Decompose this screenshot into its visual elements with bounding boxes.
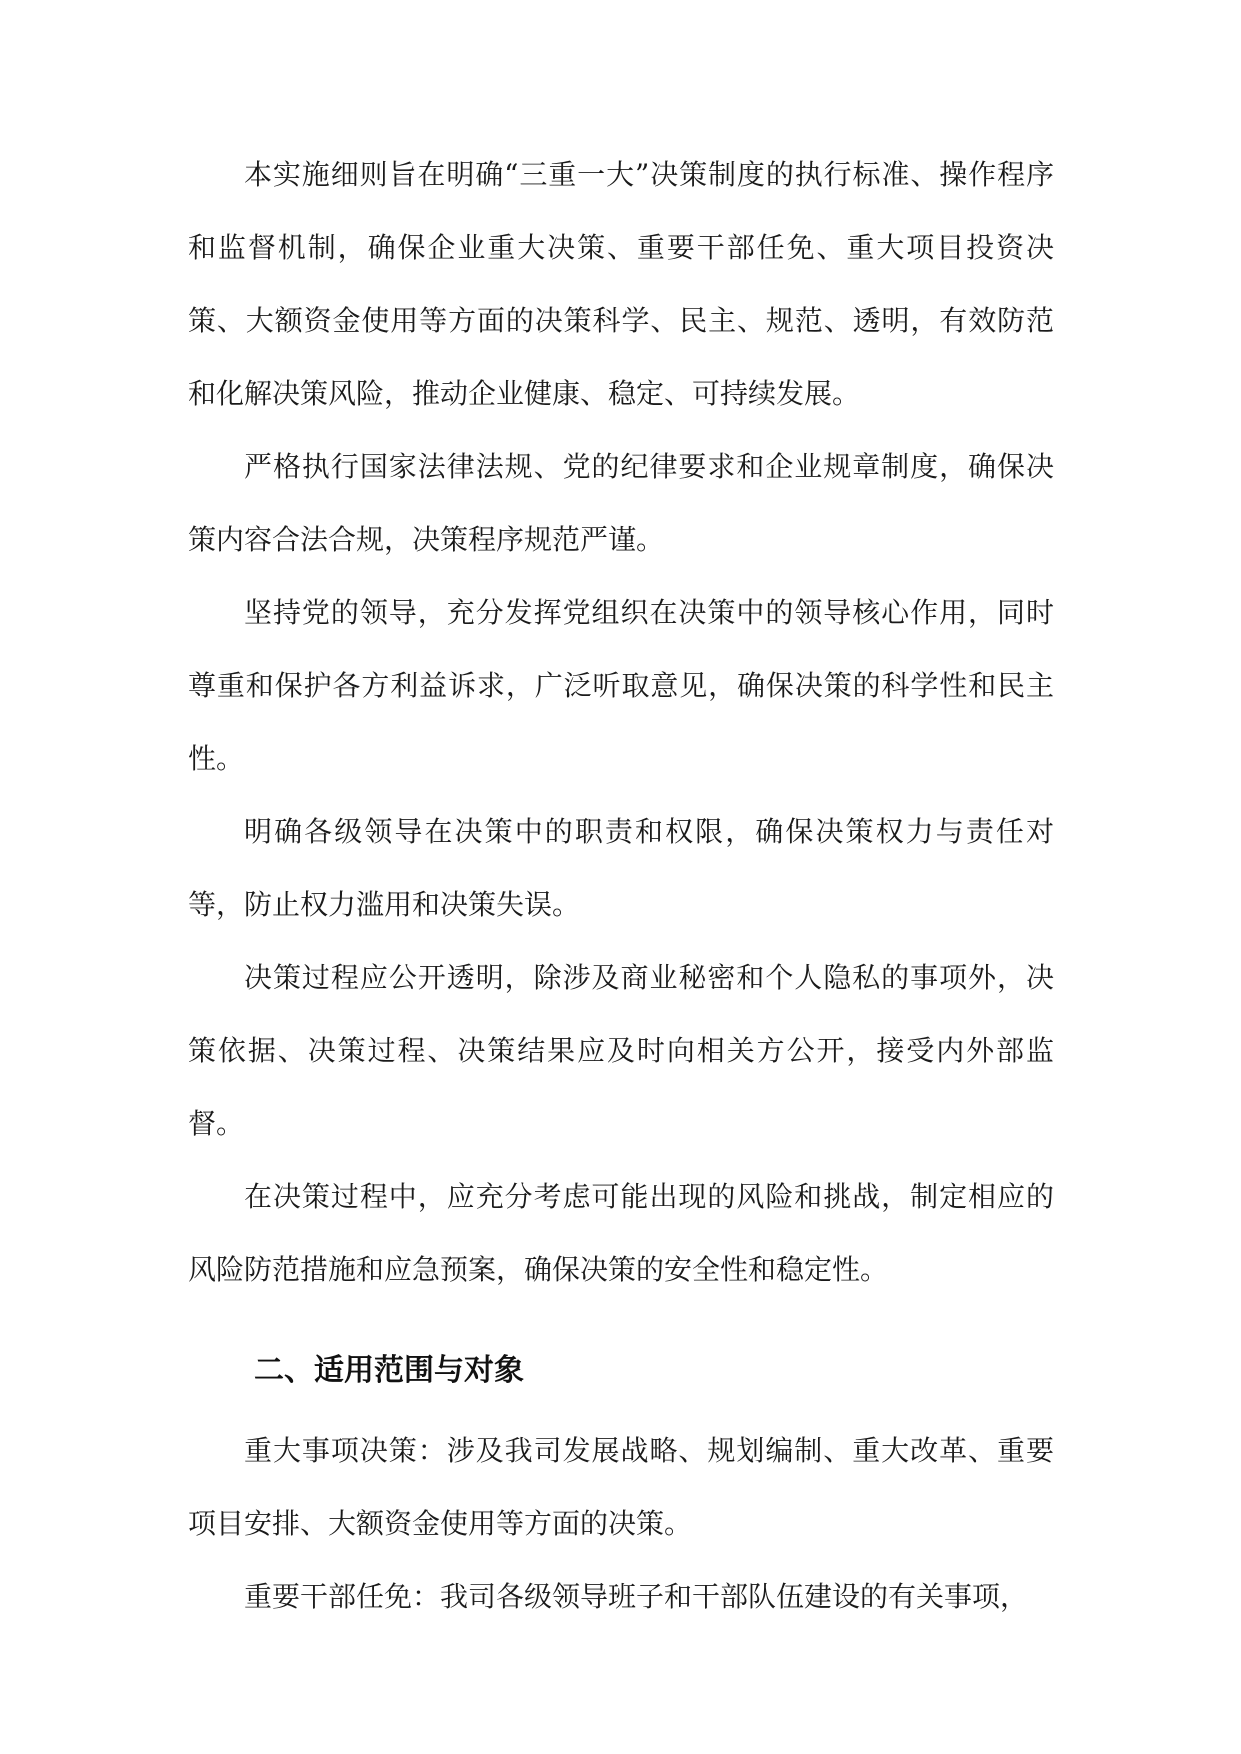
paragraph-transparency: 决策过程应公开透明，除涉及商业秘密和个人隐私的事项外，决策依据、决策过程、决策结果应及时向相关方公开，接受内外部监督。: [188, 961, 1054, 1140]
paragraph-cadre-appointment: 重要干部任免：我司各级领导班子和干部队伍建设的有关事项，: [244, 1580, 1029, 1613]
paragraph-purpose: 本实施细则旨在明确“三重一大”决策制度的执行标准、操作程序和监督机制，确保企业重大决策、重要干部任免、重大项目投资决策、大额资金使用等方面的决策科学、民主、规范、透明，有效防范和化解决策风险，推动企业健康、稳定、可持续发展。: [188, 158, 1054, 410]
paragraph-major-matters: 重大事项决策：涉及我司发展战略、规划编制、重大改革、重要项目安排、大额资金使用等方面的决策。: [188, 1434, 1054, 1540]
paragraph-legal-compliance: 严格执行国家法律法规、党的纪律要求和企业规章制度，确保决策内容合法合规，决策程序规范严谨。: [188, 450, 1054, 556]
paragraph-party-leadership: 坚持党的领导，充分发挥党组织在决策中的领导核心作用，同时尊重和保护各方利益诉求，广泛听取意见，确保决策的科学性和民主性。: [188, 596, 1054, 775]
paragraph-responsibility: 明确各级领导在决策中的职责和权限，确保决策权力与责任对等，防止权力滥用和决策失误。: [188, 815, 1054, 921]
paragraph-risk-prevention: 在决策过程中，应充分考虑可能出现的风险和挑战，制定相应的风险防范措施和应急预案，确保决策的安全性和稳定性。: [188, 1180, 1054, 1286]
document-body: [188, 138, 1054, 1633]
section-heading: 二、适用范围与对象: [254, 1353, 524, 1388]
